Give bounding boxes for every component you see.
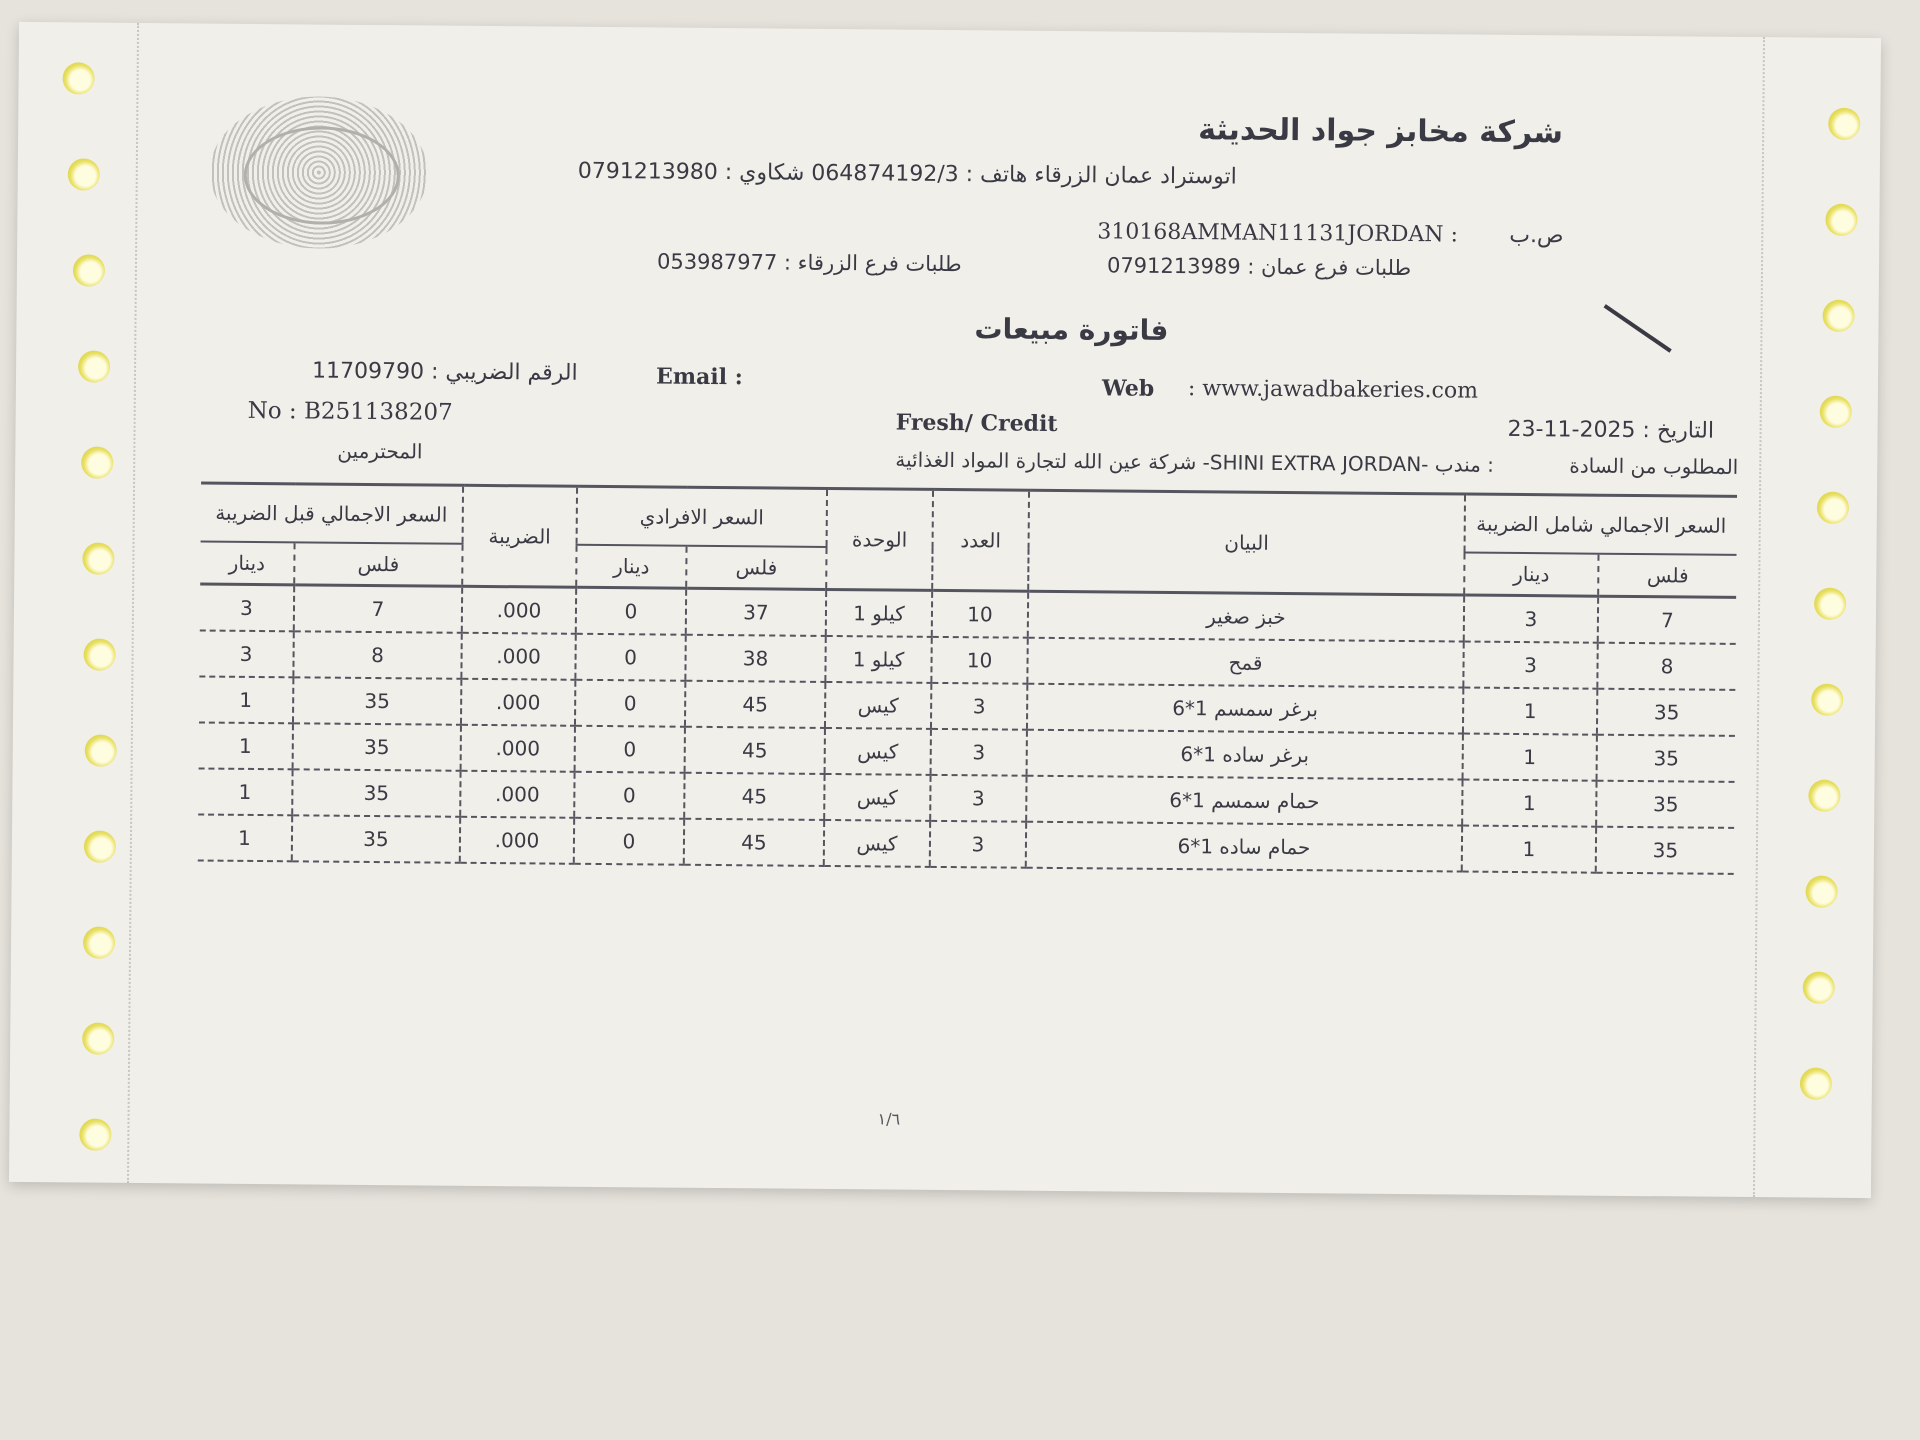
qty-cell: 3 (931, 683, 1027, 730)
feed-hole (68, 158, 100, 190)
feed-hole (82, 542, 114, 574)
feed-hole (83, 638, 115, 670)
feed-hole (1828, 108, 1860, 140)
web-value: : www.jawadbakeries.com (1187, 376, 1479, 404)
total-dinar-cell: 1 (1462, 780, 1596, 827)
right-perforation (1753, 37, 1765, 1197)
description-cell: خبز صغير (1028, 591, 1464, 641)
price-dinar-cell: 0 (575, 634, 685, 681)
feed-hole (1814, 588, 1846, 620)
header-price-dinar: دينار (576, 545, 686, 588)
qty-cell: 3 (930, 821, 1026, 868)
description-cell: حمام سمسم 1*6 (1026, 776, 1462, 826)
total-fils-cell: 35 (1596, 827, 1734, 874)
tax-cell: .000 (461, 679, 575, 726)
company-name: شركة مخابز جواد الحديثة (1198, 112, 1564, 151)
invoice-number: No : B251138207 (247, 397, 453, 426)
email-label: Email : (655, 363, 743, 391)
header-total-before-tax: السعر الاجمالي قبل الضريبة (201, 483, 464, 544)
price-dinar-cell: 0 (575, 726, 685, 773)
pre-fils-cell: 35 (293, 723, 461, 770)
total-fils-cell: 35 (1597, 689, 1735, 736)
feed-hole (1820, 396, 1852, 428)
unit-cell: كيلو 1 (826, 589, 932, 636)
invoice-paper (9, 22, 1881, 1198)
header-pre-fils: فلس (294, 542, 462, 586)
pre-dinar-cell: 3 (199, 630, 293, 677)
invoice-type: Fresh/ Credit (895, 409, 1058, 437)
feed-hole (1803, 972, 1835, 1004)
qty-cell: 3 (931, 729, 1027, 776)
total-dinar-cell: 3 (1463, 642, 1597, 689)
price-fils-cell: 45 (685, 727, 825, 774)
total-dinar-cell: 1 (1463, 734, 1597, 781)
header-pre-dinar: دينار (200, 542, 294, 585)
tax-number: الرقم الضريبي : 11709790 (311, 358, 578, 386)
pre-dinar-cell: 1 (198, 814, 292, 861)
header-description: البيان (1028, 490, 1465, 595)
feed-hole (79, 1118, 111, 1150)
unit-cell: كيس (825, 728, 931, 775)
header-quantity: العدد (932, 489, 1029, 591)
tax-cell: .000 (461, 633, 575, 680)
pre-fils-cell: 8 (293, 631, 461, 678)
pre-dinar-cell: 1 (199, 722, 293, 769)
feed-hole (1800, 1067, 1832, 1099)
page-mark: ١/٦ (877, 1109, 901, 1129)
feed-hole (81, 446, 113, 478)
tax-cell: .000 (462, 586, 576, 633)
pre-dinar-cell: 1 (199, 676, 293, 723)
pre-fils-cell: 35 (292, 769, 460, 816)
qty-cell: 10 (931, 637, 1027, 684)
feed-hole (1808, 780, 1840, 812)
total-dinar-cell: 1 (1462, 826, 1596, 873)
feed-hole (85, 734, 117, 766)
qty-cell: 3 (930, 775, 1026, 822)
customer-value: : مندب -SHINI EXTRA JORDAN- شركة عين الله لتجارة المواد الغذائية (895, 447, 1495, 477)
customer-label: المطلوب من السادة (1569, 453, 1739, 479)
price-fils-cell: 38 (685, 635, 825, 682)
company-logo (209, 96, 428, 250)
unit-cell: كيلو 1 (825, 636, 931, 683)
header-unit-price: السعر الافرادي (577, 486, 828, 547)
description-cell: برغر سمسم 1*6 (1027, 684, 1463, 734)
tax-cell: .000 (460, 771, 574, 818)
tax-cell: .000 (460, 817, 574, 864)
invoice-date: التاريخ : 2025-11-23 (1507, 416, 1715, 444)
price-dinar-cell: 0 (574, 818, 684, 865)
price-fils-cell: 37 (686, 588, 826, 636)
invoice-title: فاتورة مبيعات (974, 312, 1169, 347)
qty-cell: 10 (932, 590, 1028, 637)
pre-fils-cell: 7 (294, 585, 462, 633)
header-price-fils: فلس (686, 546, 826, 590)
total-dinar-cell: 1 (1463, 688, 1597, 735)
price-dinar-cell: 0 (576, 587, 686, 634)
invoice-table (198, 482, 1737, 875)
header-total-dinar: دينار (1464, 553, 1598, 597)
header-total-fils: فلس (1598, 554, 1736, 598)
description-cell: حمام ساده 1*6 (1026, 822, 1462, 872)
feed-hole (73, 254, 105, 286)
header-unit: الوحدة (826, 488, 933, 590)
pre-dinar-cell: 3 (200, 584, 294, 631)
feed-hole (82, 1022, 114, 1054)
description-cell: برغر ساده 1*6 (1027, 730, 1463, 780)
total-dinar-cell: 3 (1464, 595, 1598, 643)
total-fils-cell: 7 (1598, 596, 1736, 644)
branch-amman-phone: طلبات فرع عمان : 0791213989 (1106, 253, 1412, 281)
pre-fils-cell: 35 (293, 677, 461, 724)
feed-hole (62, 62, 94, 94)
tax-cell: .000 (461, 725, 575, 772)
pen-mark (1604, 304, 1672, 353)
total-fils-cell: 35 (1596, 781, 1734, 828)
pre-dinar-cell: 1 (198, 768, 292, 815)
unit-cell: كيس (824, 774, 930, 821)
feed-hole (1822, 300, 1854, 332)
header-total-incl-tax: السعر الاجمالي شامل الضريبة (1465, 494, 1738, 555)
price-fils-cell: 45 (685, 681, 825, 728)
company-address-phone: اتوستراد عمان الزرقاء هاتف : 064874192/3 شكاوي : 0791213980 (577, 158, 1237, 190)
left-perforation (127, 23, 139, 1183)
pre-fils-cell: 35 (292, 815, 460, 862)
price-fils-cell: 45 (684, 773, 824, 820)
unit-cell: كيس (825, 682, 931, 729)
web-label: Web (1101, 375, 1155, 402)
total-fils-cell: 8 (1597, 643, 1735, 690)
price-fils-cell: 45 (684, 819, 824, 866)
feed-hole (1817, 492, 1849, 524)
feed-hole (1825, 204, 1857, 236)
description-cell: قمح (1027, 638, 1463, 688)
header-tax: الضريبة (462, 485, 577, 587)
feed-hole (83, 926, 115, 958)
total-fils-cell: 35 (1597, 735, 1735, 782)
feed-hole (1811, 684, 1843, 716)
feed-hole (78, 350, 110, 382)
branch-zarqa-phone: طلبات فرع الزرقاء : 053987977 (656, 249, 962, 277)
price-dinar-cell: 0 (574, 772, 684, 819)
feed-hole (84, 830, 116, 862)
unit-cell: كيس (824, 820, 930, 867)
po-box-label: ص.ب (1509, 222, 1564, 249)
feed-hole (1805, 876, 1837, 908)
po-box-value: 310168AMMAN11131JORDAN : (1097, 219, 1459, 248)
respected-label: المحترمين (337, 438, 423, 464)
price-dinar-cell: 0 (575, 680, 685, 727)
